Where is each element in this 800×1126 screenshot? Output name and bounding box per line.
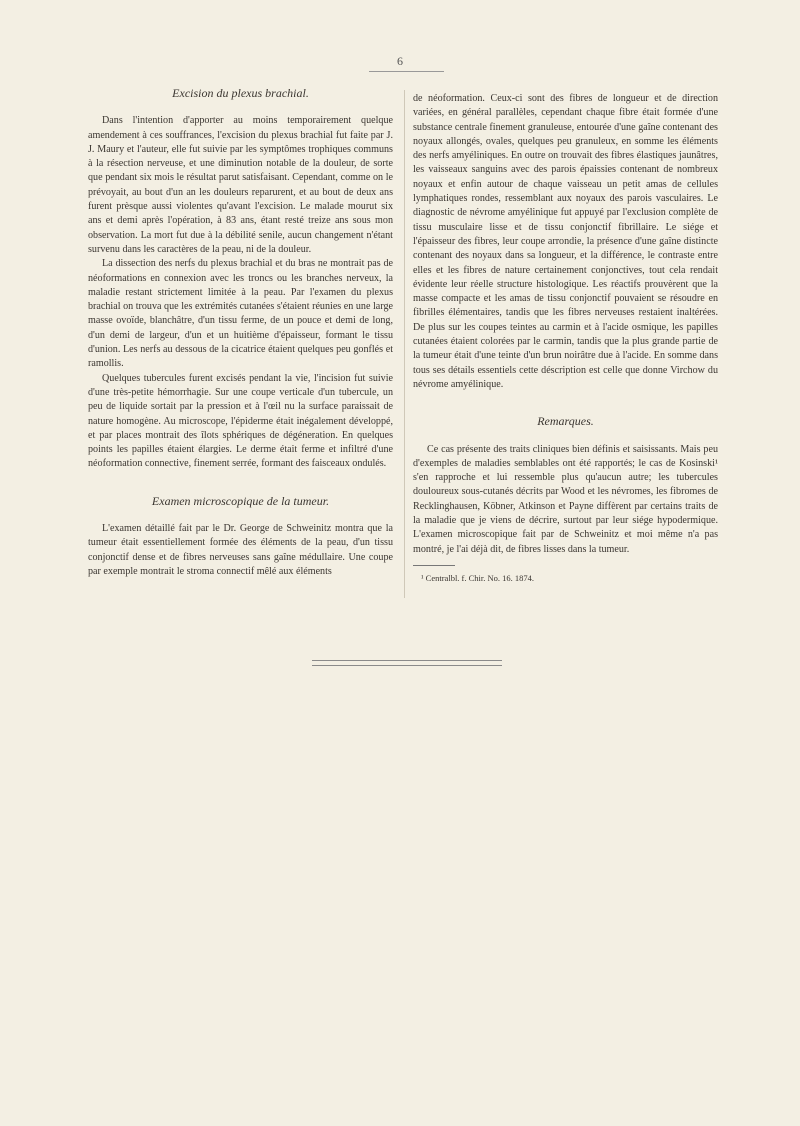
- page-number: 6: [397, 54, 403, 68]
- paragraph: Dans l'intention d'apporter au moins temporairement quelque amendement à ces souffrances, l'excision du plexus brachial fut faite par J. J. Maury et l'auteur, elle fut suivie par les symptômes trophiques communs à la résection nerveuse, et une diminution notable de la douleur, de sorte que pendant six mois le résultat parut satisfaisant. Cependant, comme on le prévoyait, au bout d'un an les douleurs reparurent, et au bout de deux ans furent prèsque aussi violentes qu'avant l'excision. Le malade mourut six ans et demi après l'opération, à 83 ans, étant resté treize ans sous mon observation. La mort fut due à la débilité senile, aucun changement n'étant survenu dans les caractères de la peau, ni de la douleur.: [88, 115, 393, 255]
- section-heading-remarques: Remarques.: [537, 414, 594, 429]
- section-heading-examen: Examen microscopique de la tumeur.: [151, 493, 330, 508]
- section-heading-excision: Excision du plexus brachial.: [172, 86, 309, 100]
- column-divider: [404, 90, 405, 598]
- right-column: [413, 92, 718, 584]
- paragraph: La dissection des nerfs du plexus brachial et du bras ne montrait pas de néoformations en connexion avec les troncs ou les branches nerveux, la maladie restant strictement limitée à la peau. Par l'examen du plexus brachial on trouva que les extrémités cutanées s'étaient réunies en une large masse ovoïde, blanchâtre, d'un tissu ferme, de un pouce et demi de long, d'un demi de largeur, d'un et un huitième d'épaisseur, formant le tissu d'union. Les nerfs au dessous de la cicatrice étaient quelques peu gonflés et ramollis.: [88, 258, 393, 370]
- paragraph: L'examen détaillé fait par le Dr. George de Schweinitz montra que la tumeur était essentiellement formée des éléments de la peau, d'un tissu conjonctif dense et de fibres nerveuses sans gaîne médullaire. Une coupe par exemple montrait le stroma connectif mêlé aux éléments: [88, 523, 393, 577]
- left-column: [88, 86, 393, 579]
- end-rule: [312, 660, 502, 666]
- footnote-rule: [413, 565, 455, 566]
- paragraph: Quelques tubercules furent excisés pendant la vie, l'incision fut suivie d'une très-petite hémorrhagie. Sur une coupe verticale d'un tubercule, un peu de liquide sortait par la pression et à l'œil nu la surface paraissait de nature homogène. Au microscope, l'épiderme était inégalement développé, et par places montrait des îlots sphériques de dégéneration. En quelques points les papilles étaient élargies. Le derme était ferme et infiltré d'une néoformation connective, finement serrée, formant des faisceaux ondulés.: [88, 372, 393, 470]
- footnote: ¹ Centralbl. f. Chir. No. 16. 1874.: [421, 572, 535, 583]
- paragraph: Ce cas présente des traits cliniques bien définis et saisissants. Mais peu d'exemples de maladies semblables ont été rapportés; le cas de Kosinski¹ s'en rapproche et lui ressemble plus qu'aucun autre; les tubercules douloureux sous-cutanés décrits par Wood et les névromes, les fibromes de Recklinghausen, Köbner, Atkinson et Payne diffèrent par certains traits de la maladie que je viens de décrire, surtout par leur siége hypodermique. L'examen microscopique fait par de Schweinitz et moi même n'a pas montré, je l'ai déjà dit, de fibres lisses dans la tumeur.: [413, 443, 718, 555]
- paragraph: de néoformation. Ceux-ci sont des fibres de longueur et de direction variées, en général parallèles, cependant chaque fibre était formée d'une substance centrale finement granuleuse, entourée d'une gaîne contenant des noyaux allongés, ovales, quelques peu granuleux, en somme les éléments des nerfs amyéliniques. En outre on trouvait des fibres élastiques jaunâtres, les vaisseaux sanguins avec des parois épaissies contenant de nombreux noyaux et enfin autour de chaque vaisseau un petit amas de cellules lymphatiques rondes, ressemblant aux noyaux des parois vasculaires. Le diagnostic de névrome amyélinique fut appuyé par l'exclusion complète de tissu musculaire lisse et de tissu conjonctif fibrillaire. Le siége et l'épaisseur des fibres, leur coupe arrondie, la présence d'une gaîne distincte contenant des noyaux dans sa longueur, et la différence, le contraste entre elles et les fibres de nature certainement conjonctives, tout cela rendait évidente leur réelle structure histologique. Les réactifs prouvèrent que la masse compacte et les amas de tissu conjonctif pouvaient se résoudre en fibrilles élémentaires, tandis que les fibres nerveuses restaient inaltérées. De plus sur les coupes teintes au carmin et à l'acide osmique, les papilles cutanées étaient colorées par le carmin, tandis que la plus grande partie de la tumeur était d'une teinte d'un brun noirâtre due à l'acide. En somme dans tous ses détails essentiels cette déscription est celle que donne Virchow du névrome amyélinique.: [413, 93, 718, 390]
- page-number-rule: [369, 71, 444, 72]
